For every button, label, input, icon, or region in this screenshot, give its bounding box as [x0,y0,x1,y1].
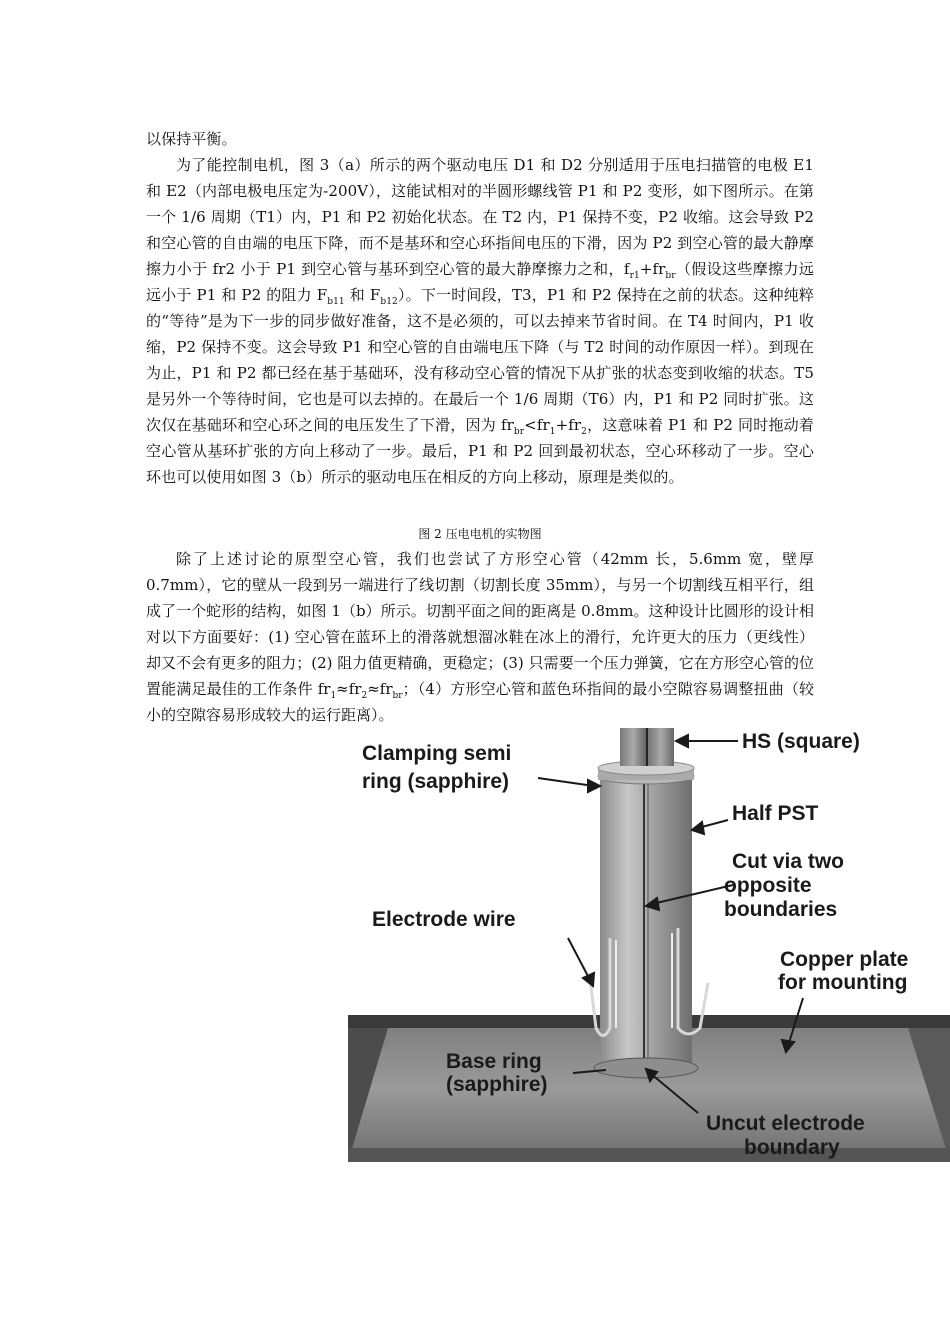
label-uncut-1: Uncut electrode [706,1112,865,1135]
paragraph-continuation: 以保持平衡。 [146,130,237,148]
label-copper-2: for mounting [778,971,908,994]
label-uncut-2: boundary [744,1136,840,1159]
body-text-top [146,126,814,490]
label-clamping-2: ring (sapphire) [362,770,510,793]
motor-photo [348,728,950,1162]
label-electrode-wire: Electrode wire [372,908,516,931]
label-cut-2: opposite [724,874,812,897]
label-half-pst: Half PST [732,802,819,825]
label-base-1: Base ring [446,1050,542,1073]
motor-photo-figure [348,728,950,1162]
paragraph-square-tube: 除了上述讨论的原型空心管，我们也尝试了方形空心管（42mm 长，5.6mm 宽，壁厚 0.7mm），它的壁从一段到另一端进行了线切割（切割长度 35mm），与另一个切割线互相平行，组成了一个蛇形的结构，如图 1（b）所示。切割平面之间的距离是 0.8mm。这种设计比圆形的设计相对以下方面要好：(1) 空心管在蓝环上的滑落就想溜冰鞋在冰上的滑行，允许更大的压力（更线性）却又不会有更多的阻力；(2) 阻力值更精确，更稳定；(3) 只需要一个压力弹簧，它在方形空心管的位置能满足最佳的工作条件 $fr_1\approx fr_2\approx fr_{br}$；（4）方形空心管和蓝色环指间的最小空隙容易调整扭曲（较小的空隙容易形成较大的运行距离）。 [146,550,814,724]
label-base-2: (sapphire) [446,1073,548,1096]
figure-caption: 图 2 压电电机的实物图 [418,527,542,541]
hs-square [620,728,674,766]
label-clamping-1: Clamping semi [362,742,512,765]
label-hs: HS (square) [742,730,860,753]
label-cut-3: boundaries [724,898,838,921]
label-copper-1: Copper plate [780,948,909,971]
label-cut-1: Cut via two [732,850,845,873]
paragraph-motor-control: 为了能控制电机，图 3（a）所示的两个驱动电压 D1 和 D2 分别适用于压电扫描管的电极 E1 和 E2（内部电极电压定为-200V），这能试相对的半圆形螺线管 P1 和 P2 变形，如下图所示。在第一个 1/6 周期（T1）内，P1 和 P2 初始化状态。在 T2 内，P1 保持不变，P2 收缩。这会导致 P2 和空心管的自由端的电压下降，而不是基环和空心环指间电压的下滑，因为 P2 到空心管的最大静摩擦力小于 fr2 小于 P1 到空心管与基环到空心管的最大静摩擦力之和，$f_{r1}+fr_{br}$（假设这些摩擦力远远小于 P1 和 P2 的阻力 $F_{b11}$ 和 $F_{b12}$）。下一时间段，T3，P1 和 P2 保持在之前的状态。这种纯粹的“等待”是为下一步的同步做好准备，这不是必须的，可以去掉来节省时间。在 T4 时间内，P1 收缩，P2 保持不变。这会导致 P1 和空心管的自由端电压下降（与 T2 时间的动作原因一样）。到现在为止，P1 和 P2 都已经在基于基础环，没有移动空心管的情况下从扩张的状态变到收缩的状态。T5 是另外一个等待时间，它也是可以去掉的。在最后一个 1/6 周期（T6）内，P1 和 P2 同时扩张。这次仅在基础环和空心环之间的电压发生了下滑，因为 $fr_{br}<fr_1+fr_2$，这意味着 P1 和 P2 同时拖动着空心管从基环扩张的方向上移动了一步。最后，P1 和 P2 回到最初状态，空心环移动了一步。空心环也可以使用如图 3（b）所示的驱动电压在相反的方向上移动，原理是类似的。 [146,156,814,486]
body-text-bottom [146,546,814,728]
